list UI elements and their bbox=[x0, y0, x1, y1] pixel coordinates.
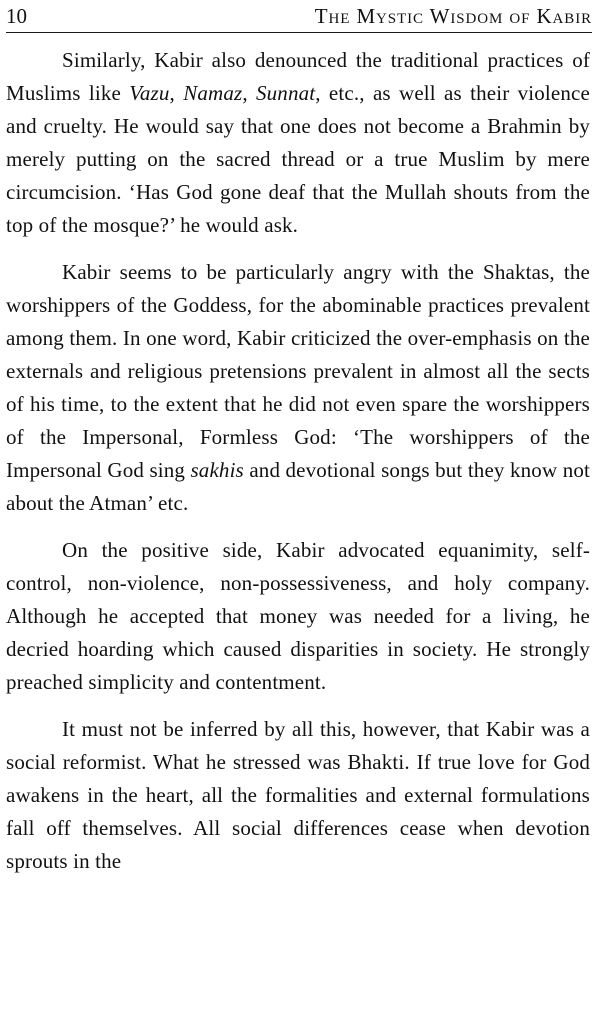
italic-term: Vazu bbox=[129, 81, 170, 105]
text-run: , bbox=[242, 81, 256, 105]
text-run: Kabir seems to be particularly angry with the Shaktas, the worshippers of the Goddess, for the abominable practices prevalent among them. In one word, Kabir criticized the over-emphasis on the externals and religious pretensions prevalent in almost all the sects of his time, to the extent that he did not even spare the worshippers of the Impersonal, Formless God: ‘The worshippers of the Impersonal God sing bbox=[6, 260, 590, 482]
italic-term: Sunnat bbox=[256, 81, 316, 105]
running-title: The Mystic Wisdom of Kabir bbox=[314, 4, 592, 28]
paragraph bbox=[6, 256, 590, 520]
page-header bbox=[6, 2, 592, 33]
italic-term: Namaz bbox=[183, 81, 243, 105]
paragraph bbox=[6, 44, 590, 242]
page-number: 10 bbox=[6, 4, 27, 28]
body-text bbox=[6, 44, 590, 878]
paragraph bbox=[6, 534, 590, 699]
text-run: On the positive side, Kabir advocated equanimity, self-control, non-violence, non-possessiveness, and holy company. Although he accepted that money was needed for a living, he decried hoarding which caused disparities in society. He strongly preached simplicity and contentment. bbox=[6, 538, 590, 694]
text-run: , bbox=[169, 81, 184, 105]
italic-term: sakhis bbox=[190, 458, 244, 482]
paragraph bbox=[6, 713, 590, 878]
text-run: Similarly, Kabir also denounced the traditional practices of Muslims like bbox=[6, 48, 590, 105]
text-run: It must not be inferred by all this, however, that Kabir was a social reformist. What he stressed was Bhakti. If true love for God awakens in the heart, all the formalities and external formulations fall off themselves. All social differences cease when devotion sprouts in the bbox=[6, 717, 590, 873]
text-run: and devotional songs but they know not about the Atman’ etc. bbox=[6, 458, 590, 515]
text-run: , etc., as well as their violence and cruelty. He would say that one does not become a Brahmin by merely putting on the sacred thread or a true Muslim by mere circumcision. ‘Has God gone deaf that the Mullah shouts from the top of the mosque?’ he would ask. bbox=[6, 81, 590, 237]
